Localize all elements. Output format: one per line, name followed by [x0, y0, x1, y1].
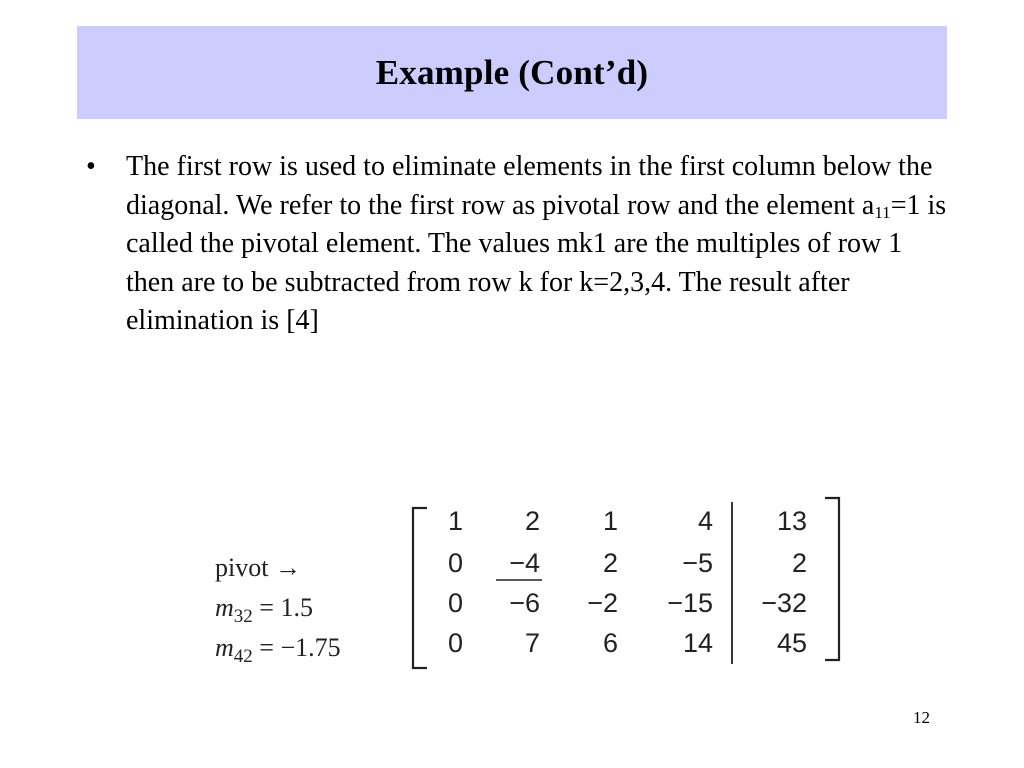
matrix-cell-r2-c2: −4 [509, 548, 540, 578]
matrix-cell-r2-c3: 2 [602, 548, 618, 578]
row-label-multiplier-symbol: m [215, 633, 234, 662]
matrix-cell-r1-c3: 1 [602, 506, 618, 536]
row-label-4 [215, 633, 341, 667]
matrix-cell-r2-c5: 2 [791, 548, 807, 578]
right-bracket [825, 498, 839, 660]
row-label-value: = −1.75 [252, 633, 341, 662]
bullet-dot-icon: • [86, 151, 96, 182]
matrix-cell-r2-c4: −5 [682, 548, 713, 578]
matrix-svg [205, 490, 865, 675]
matrix-cell-r3-c4: −15 [667, 588, 713, 618]
matrix-cell-r4-c3: 6 [602, 628, 618, 658]
matrix-cell-r3-c1: 0 [447, 588, 463, 618]
slide-title: Example (Cont’d) [375, 52, 649, 92]
bullet-text-after: =1 is called the pivotal element. The values mk1 are the multiples of row 1 then are to be subtracted from row k for k=2,3,4. The result after elimination is [4] [126, 189, 947, 336]
page-number: 12 [913, 708, 930, 727]
row-labels [215, 553, 341, 667]
row-label-3 [215, 593, 313, 627]
matrix-cell-r1-c2: 2 [524, 506, 540, 536]
matrix-cell-r4-c5: 45 [776, 628, 807, 658]
title-banner [77, 26, 947, 119]
matrix-cell-r4-c4: 14 [682, 628, 713, 658]
bullet-text-before: The first row is used to eliminate elements in the first column below the diagonal. We refer to the first row as pivotal row and the element a [126, 151, 933, 221]
left-bracket [413, 508, 427, 668]
bullet-item [86, 148, 966, 341]
matrix-cells [448, 506, 807, 658]
row-label-subscript: 32 [233, 606, 253, 627]
matrix-cell-r4-c1: 0 [447, 628, 463, 658]
bullet-text [126, 148, 956, 341]
matrix-cell-r2-c1: 0 [447, 548, 463, 578]
matrix-cell-r1-c5: 13 [776, 506, 807, 536]
row-label-multiplier-symbol: m [215, 593, 234, 622]
matrix-cell-r1-c1: 1 [447, 506, 463, 536]
bullet-subscript: 11 [874, 202, 891, 222]
row-label-2: pivot → [215, 553, 301, 582]
matrix-cell-r1-c4: 4 [697, 506, 713, 536]
matrix-cell-r3-c3: −2 [587, 588, 618, 618]
matrix-cell-r3-c5: −32 [761, 588, 807, 618]
augmented-matrix-figure [205, 490, 865, 675]
matrix-cell-r4-c2: 7 [524, 628, 540, 658]
row-label-value: = 1.5 [252, 593, 313, 622]
row-label-subscript: 42 [233, 646, 253, 667]
matrix-cell-r3-c2: −6 [509, 588, 540, 618]
